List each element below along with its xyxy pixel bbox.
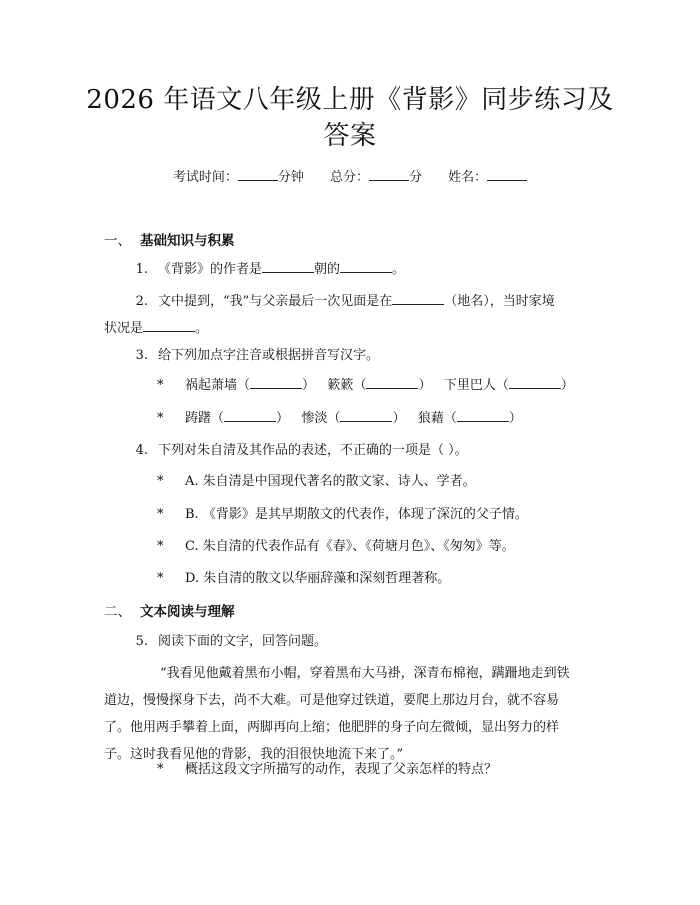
passage-line: 道边，慢慢探身下去，尚不大难。可是他穿过铁道，要爬上那边月台，就不容易 [104, 693, 560, 708]
answer-blank[interactable] [340, 259, 392, 273]
question-2: 2. 文中提到，“我”与父亲最后一次见面是在 （地名），当时家境 状况是 。 [104, 288, 604, 342]
passage-line: 子。这时我看见他的背影，我的泪很快地流下来了。” [104, 747, 404, 762]
question-3-row-1: * 祸起萧墙（ ） 簌簌（ ） 下里巴人（ ） [157, 375, 574, 396]
question-5-sub: * 概括这段文字所描写的动作，表现了父亲怎样的特点？ [157, 762, 498, 777]
passage-line: “我看见他戴着黑布小帽，穿着黑布大马褂，深青布棉袍，蹒跚地走到铁 [160, 666, 570, 681]
question-1: 1. 《背影》的作者是 朝的 。 [104, 256, 604, 283]
answer-blank[interactable] [366, 375, 418, 389]
question-5: 5. 阅读下面的文字，回答问题。 [135, 634, 328, 649]
section-heading-1: 一、 基础知识与积累 [104, 233, 235, 249]
passage-line: 了。他用两手攀着上面，两脚再向上缩；他肥胖的身子向左微倾，显出努力的样 [104, 720, 560, 735]
title-line-1: 2026 年语文八年级上册《背影》同步练习及 [86, 85, 614, 115]
answer-blank[interactable] [250, 375, 302, 389]
section-heading-2: 二、 文本阅读与理解 [104, 604, 235, 620]
question-4-option-b[interactable]: * B. 《背影》是其早期散文的代表作，体现了深沉的父子情。 [157, 507, 528, 522]
answer-blank[interactable] [392, 291, 444, 305]
exam-time: 考试时间： 分钟 [172, 170, 304, 185]
question-3: 3. 给下列加点字注音或根据拼音写汉字。 [135, 348, 380, 363]
answer-blank[interactable] [509, 375, 561, 389]
time-blank[interactable] [238, 168, 278, 181]
name-blank[interactable] [487, 168, 527, 181]
question-4-option-a[interactable]: * A. 朱自清是中国现代著名的散文家、诗人、学者。 [157, 474, 476, 489]
answer-blank[interactable] [224, 408, 276, 422]
reading-passage [104, 660, 604, 768]
answer-blank[interactable] [143, 318, 195, 332]
answer-blank[interactable] [340, 408, 392, 422]
question-4: 4. 下列对朱自清及其作品的表述，不正确的一项是（ ）。 [135, 443, 468, 458]
exam-meta [0, 168, 700, 188]
question-4-option-d[interactable]: * D. 朱自清的散文以华丽辞藻和深刻哲理著称。 [157, 571, 451, 586]
question-3-row-2: * 踌躇（ ） 惨淡（ ） 狼藉（ ） [157, 408, 522, 429]
page-title [60, 82, 640, 154]
title-line-2: 答案 [323, 121, 377, 151]
exam-name: 姓名： [448, 170, 527, 185]
answer-blank[interactable] [262, 259, 314, 273]
answer-blank[interactable] [457, 408, 509, 422]
question-4-option-c[interactable]: * C. 朱自清的代表作品有《春》、《荷塘月色》、《匆匆》等。 [157, 539, 515, 554]
score-blank[interactable] [369, 168, 409, 181]
exam-score: 总分： 分 [329, 170, 423, 185]
